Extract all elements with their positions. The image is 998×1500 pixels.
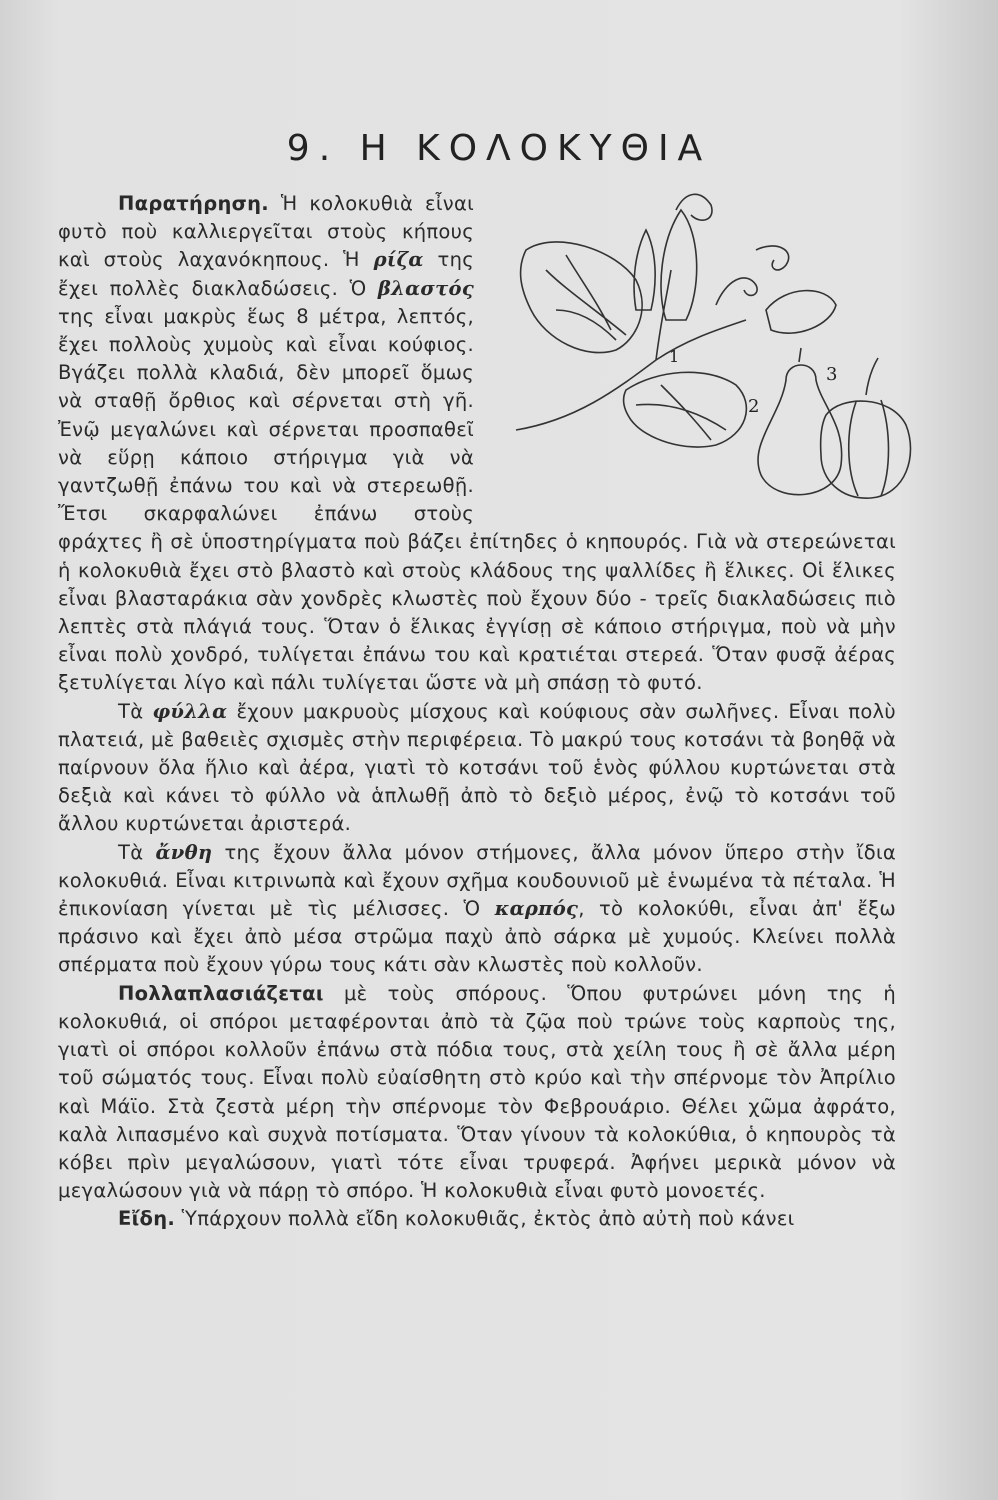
flower-bud [634,230,655,310]
leaf-left [521,242,643,353]
p1-text-3: της εἶναι μακρὺς ἕως 8 μέτρα, λεπτός, ἔχει πολλοὺς χυμοὺς καὶ εἶναι κούφιος. Βγάζει πολλὰ κλαδιά, δὲν μπορεῖ ὅμως νὰ σταθῇ ὄρθιος καὶ σέρνεται στὴ γῆ. Ἐνῷ μεγαλώνει καὶ σέρνεται προσπαθεῖ νὰ εὕρῃ κάποιο στήριγμα γιὰ νὰ γαντζωθῇ ἐπάνω του καὶ νὰ στερεωθῇ. Ἔτσι σκαρφαλώνει ἐπάνω στοὺς φράχτες ἢ σὲ ὑποστηρίγματα ποὺ βάζει ἐπίτηδες ὁ κηπουρός. Γιὰ νὰ στερεώνεται ἡ κολοκυθιὰ ἔχει στὸ βλαστὸ καὶ στοὺς κλάδους της ψαλλίδες ἢ ἕλικες. Οἱ ἕλικες εἶναι βλασταράκια σὰν χονδρὲς κλωστὲς ποὺ ἔχουν δύο - τρεῖς διακλαδώσεις πιὸ λεπτὲς στὰ πλάγιά τους. Ὅταν ὁ ἕλικας ἐγγίσῃ σὲ κάποιο στήριγμα, ποὺ νὰ μὴν εἶναι πολὺ χονδρό, τυλίγεται ἐπάνω του καὶ κρατιέται στερεά. Ὅταν φυσᾷ ἀέρας ξετυλίγεται λίγο καὶ πάλι τυλίγεται ὥστε νὰ μὴ σπάσῃ τὸ φυτό. [58,304,896,695]
label-3: 3 [826,364,838,385]
chapter-title: 9. Η ΚΟΛΟΚΥΘΙΑ [286,128,712,169]
pumpkin-ribs [849,400,889,496]
flower-petals [676,194,712,220]
leaf-left-veins [546,255,626,340]
p3-text-2: της ἔχουν ἄλλα μόνον στήμονες, ἄλλα μόνον ὕπερο στὴν ἴδια κολοκυθιά. Εἶναι κιτρινωπὰ καὶ ἔχουν σχῆμα κουδουνιοῦ μὲ ἑνωμένα τὰ πέταλα. Ἡ ἐπικονίαση γίνεται μὲ τὶς μέλισσες. Ὁ [58,840,896,921]
term-vlastos: βλαστός [377,276,474,300]
p4-text-1: μὲ τοὺς σπόρους. Ὅπου φυτρώνει μόνη της ἡ κολοκυθιά, οἱ σπόροι μεταφέρονται ἀπὸ τὰ ζῷα ποὺ τρώνε τοὺς καρποὺς της, γιατὶ οἱ σπόροι κολλοῦν ἐπάνω στὰ πόδια τους, στὰ χείλη τους ἢ σὲ ἄλλα μέρη τοῦ σώματός τους. Εἶναι πολὺ εὐαίσθητη στὸ κρύο καὶ τὴν σπέρνομε τὸν Ἀπρίλιο καὶ Μάϊο. Στὰ ζεστὰ μέρη τὴν σπέρνομε τὸν Φεβρουάριο. Θέλει χῶμα ἀφράτο, καλὰ λιπασμένο καὶ συχνὰ ποτίσματα. Ὅταν γίνουν τὰ κολοκύθια, ὁ κηπουρὸς τὰ κόβει πρὶν μεγαλώσουν, γιατὶ τότε εἶναι τρυφερά. Ἀφήνει μερικὰ μόνον νὰ μεγαλώσουν γιὰ νὰ πάρῃ τὸ σπόρο. Ἡ κολοκυθιὰ εἶναι φυτὸ μονοετές. [58,981,896,1203]
pumpkin-stalk [866,358,878,395]
flower-female [661,210,697,320]
p3-text-3: , τὸ κολοκύθι, εἶναι ἀπ' ἔξω πράσινο καὶ ἔχει ἀπὸ μέσα στρῶμα παχὺ ἀπὸ σάρκα μὲ χυμούς. Κλείνει πολλὰ σπέρματα ποὺ ἔχουν γύρω τους κάτι σὰν κλωστὲς ποὺ κολλοῦν. [58,897,896,977]
lead-species: Εἴδη. [118,1207,176,1231]
label-2: 2 [748,396,760,417]
pumpkin-plant-illustration [486,190,916,520]
p1-text-1: Ἡ κολοκυθιὰ εἶναι φυτὸ ποὺ καλλιεργεῖται στοὺς κήπους καὶ στοὺς λαχανόκηπους. Ἡ [58,192,474,272]
lead-reproduction: Πολλαπλασιάζεται [118,981,324,1005]
paragraph-flowers [58,839,896,980]
paragraph-leaves [58,698,896,839]
paragraph-species [58,1205,896,1233]
leaf-bottom-veins [636,385,726,440]
term-karpos: καρπός [494,897,579,921]
p2-text-1: Τὰ [118,699,153,723]
pumpkin [821,401,911,498]
leaf-right [766,291,836,334]
lead-observation: Παρατήρηση. [118,192,270,215]
gourd-stalk [799,348,801,362]
illustration-svg [486,190,916,520]
tendrils [716,246,789,305]
label-1: 1 [669,347,680,366]
p5-text-1: Ὑπάρχουν πολλὰ εἴδη κολοκυθιᾶς, ἐκτὸς ἀπὸ αὐτὴ ποὺ κάνει [175,1207,795,1231]
term-anthi: ἄνθη [155,840,213,864]
term-fylla: φύλλα [152,699,228,723]
p3-text-1: Τὰ [118,840,156,864]
term-riza: ρίζα [373,248,424,272]
paragraph-reproduction [58,980,896,1206]
p1-text-2: της ἔχει πολλὲς διακλαδώσεις. Ὁ [58,248,474,300]
p2-text-2: ἔχουν μακρυοὺς μίσχους καὶ κούφιους σὰν σωλῆνες. Εἶναι πολὺ πλατειά, μὲ βαθειὲς σχισμὲς στὴν περιφέρεια. Τὸ μακρύ τους κοτσάνι τὰ βοηθᾷ νὰ παίρνουν ὅλα ἥλιο καὶ ἀέρα, γιατὶ τὸ κοτσάνι τοῦ ἑνὸς φύλλου κυρτώνεται στὰ δεξιὰ καὶ κάνει τὸ φύλλο νὰ ἁπλωθῇ ἀπὸ τὸ δεξιὸ μέρος, ἐνῷ τὸ κοτσάνι τοῦ ἄλλου κυρτώνεται ἀριστερά. [58,699,896,836]
body-text [58,190,896,1234]
